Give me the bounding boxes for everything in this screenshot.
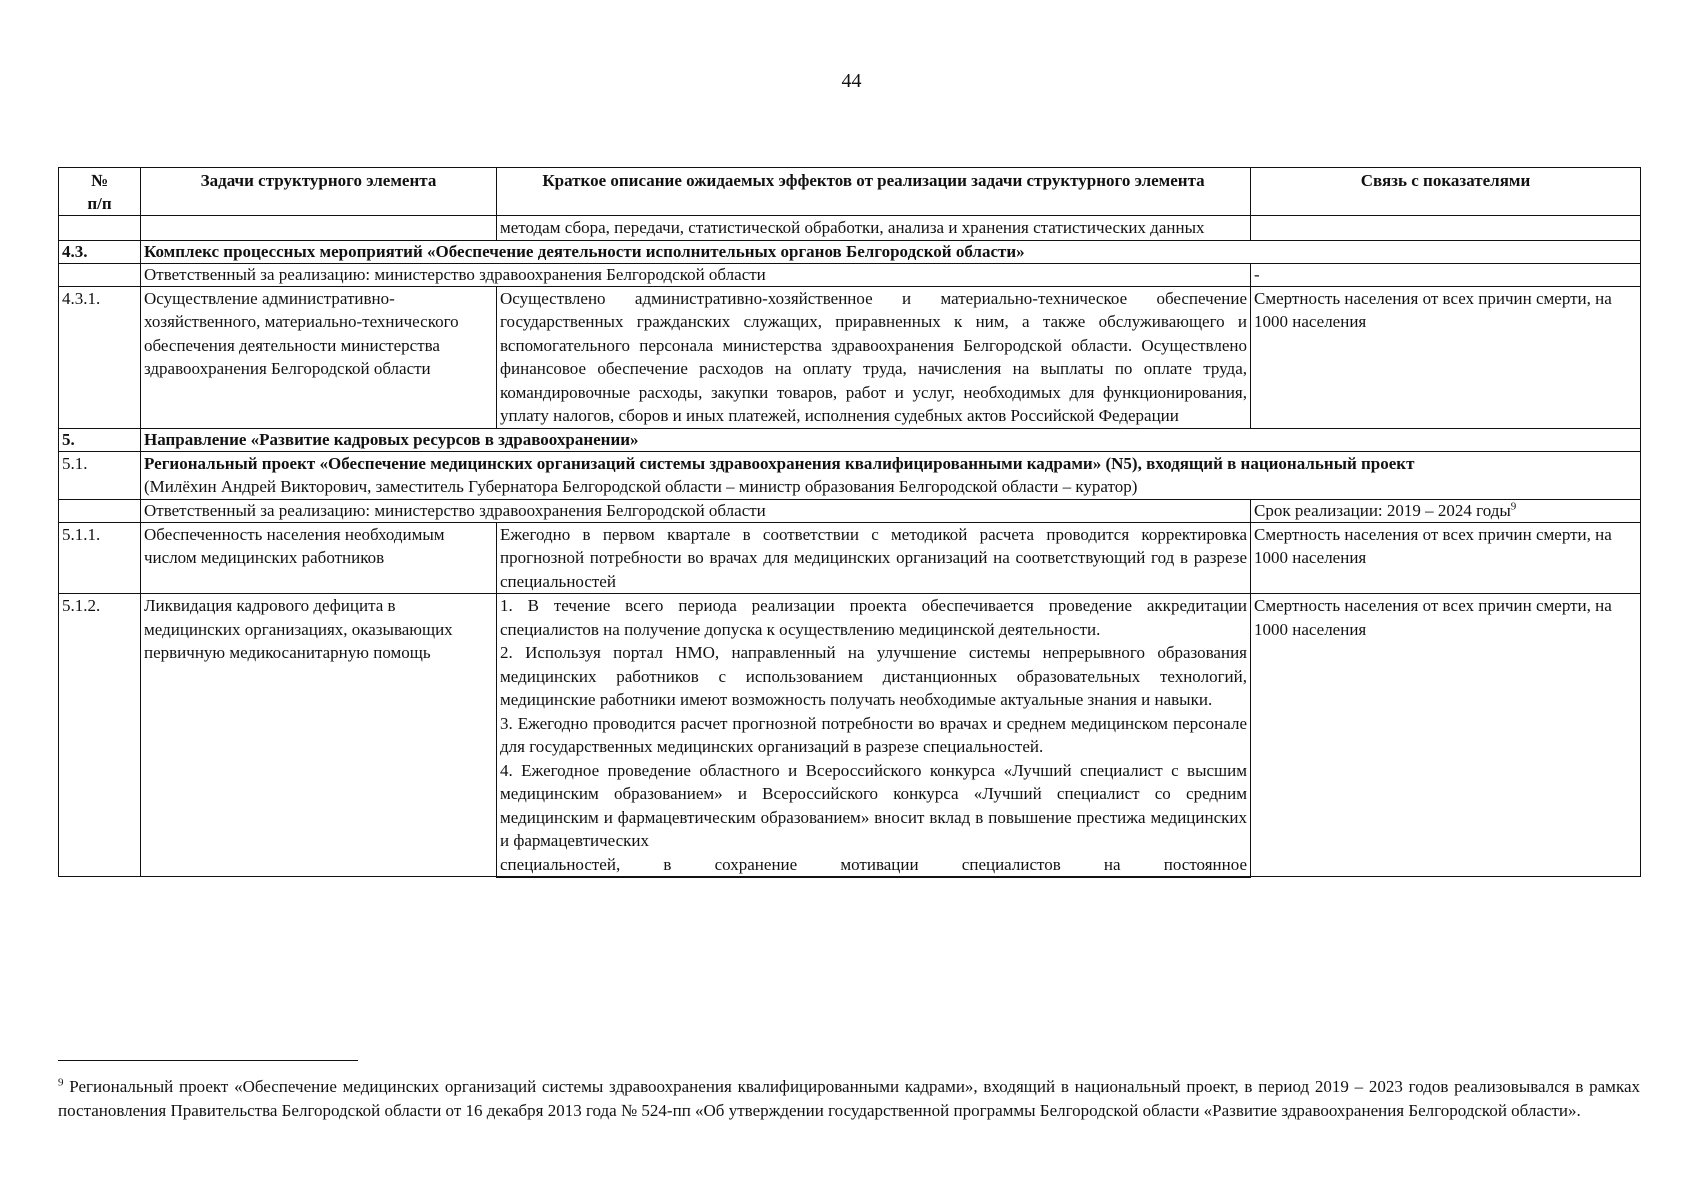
- term-text: Срок реализации: 2019 – 2024 годы: [1254, 500, 1511, 520]
- header-tasks: Задачи структурного элемента: [141, 168, 497, 216]
- section-title: Региональный проект «Обеспечение медицинских организаций системы здравоохранения квалифицированными кадрами» (N5), входящий в национальный проект: [144, 453, 1415, 473]
- footnote-ref: 9: [1510, 499, 1517, 512]
- header-indicators: Связь с показателями: [1251, 168, 1641, 216]
- cell-description: [497, 594, 1251, 877]
- page-number: 44: [841, 70, 862, 92]
- description-paragraph-cut: специальностей, в сохранение мотивации специалистов на постоянное: [500, 854, 1247, 874]
- description-paragraph: 4. Ежегодное проведение областного и Всероссийского конкурса «Лучший специалист с высшим медицинским образованием» и Всероссийского конкурса «Лучший специалист со средним медицинским и фармацевтическим образованием» вносит вклад в повышение престижа медицинских и фармацевтических: [500, 760, 1247, 850]
- header-num: № п/п: [59, 168, 141, 216]
- description-paragraph: 2. Используя портал НМО, направленный на улучшение системы непрерывного образования медицинских работников с использованием дистанционных образовательных технологий, медицинские работники имеют возможность получать необходимые актуальные знания и навыки.: [500, 643, 1247, 709]
- cell-task: Осуществление административно-хозяйственного, материально-технического обеспечения деятельности министерства здравоохранения Белгородской области: [141, 286, 497, 428]
- responsible-text: Ответственный за реализацию: министерство здравоохранения Белгородской области: [141, 499, 1251, 522]
- section-row-4-3: [59, 240, 1641, 263]
- table-row-continuation: [59, 216, 1641, 241]
- section-title: Направление «Развитие кадровых ресурсов в здравоохранении»: [141, 428, 1641, 451]
- responsible-text: Ответственный за реализацию: министерство здравоохранения Белгородской области: [141, 263, 1251, 286]
- cell-indicator: Смертность населения от всех причин смерти, на 1000 населения: [1251, 286, 1641, 428]
- cell-num: [59, 263, 141, 286]
- description-paragraph: 1. В течение всего периода реализации проекта обеспечивается проведение аккредитации специалистов на получение допуска к осуществлению медицинской деятельности.: [500, 596, 1247, 639]
- section-num: 5.1.: [59, 451, 141, 499]
- footnote-text: Региональный проект «Обеспечение медицинских организаций системы здравоохранения квалифицированными кадрами», входящий в национальный проект, в период 2019 – 2023 годов реализовывался в рамках постановления Правительства Белгородской области от 16 декабря 2013 года № 524-пп «Об утверждении государственной программы Белгородской области «Развитие здравоохранения Белгородской области».: [58, 1077, 1640, 1120]
- section-row-5-1: [59, 451, 1641, 499]
- section-row-5: [59, 428, 1641, 451]
- section-title: Комплекс процессных мероприятий «Обеспечение деятельности исполнительных органов Белгородской области»: [141, 240, 1641, 263]
- description-paragraph: 3. Ежегодно проводится расчет прогнозной потребности во врачах и среднем медицинском персонале для государственных медицинских организаций в разрезе специальностей.: [500, 713, 1247, 756]
- footnote-mark: 9: [58, 1076, 64, 1089]
- table-row-5-1-2: [59, 594, 1641, 877]
- cell-indicator: Смертность населения от всех причин смерти, на 1000 населения: [1251, 594, 1641, 877]
- cell-indicator: -: [1251, 263, 1641, 286]
- cell-task: [141, 216, 497, 241]
- cell-task: Ликвидация кадрового дефицита в медицинских организациях, оказывающих первичную медикосанитарную помощь: [141, 594, 497, 877]
- header-description: Краткое описание ожидаемых эффектов от реализации задачи структурного элемента: [497, 168, 1251, 216]
- cell-term: [1251, 499, 1641, 522]
- table-row-5-1-1: [59, 522, 1641, 594]
- cell-description: Ежегодно в первом квартале в соответствии с методикой расчета проводится корректировка прогнозной потребности во врачах для медицинских организаций на соответствующий год в разрезе специальностей: [497, 522, 1251, 594]
- cell-description: Осуществлено административно-хозяйственное и материально-техническое обеспечение государственных гражданских служащих, приравненных к ним, а также обслуживающего и вспомогательного персонала министерства здравоохранения Белгородской области. Осуществлено финансовое обеспечение расходов на оплату труда, начисления на выплаты по оплате труда, командировочные расходы, закупки товаров, работ и услуг, необходимых для функционирования, уплату налогов, сборов и иных платежей, исполнения судебных актов Российской Федерации: [497, 286, 1251, 428]
- cell-num: 5.1.1.: [59, 522, 141, 594]
- tasks-table: [58, 167, 1641, 878]
- cell-indicator: Смертность населения от всех причин смерти, на 1000 населения: [1251, 522, 1641, 594]
- section-curator: (Милёхин Андрей Викторович, заместитель Губернатора Белгородской области – министр образования Белгородской области – куратор): [144, 477, 1138, 496]
- responsible-row-4-3: [59, 263, 1641, 286]
- footnote: [58, 1075, 1640, 1123]
- cell-num: [59, 216, 141, 241]
- section-num: 4.3.: [59, 240, 141, 263]
- cell-indicator: [1251, 216, 1641, 241]
- cell-num: 4.3.1.: [59, 286, 141, 428]
- cell-description: методам сбора, передачи, статистической обработки, анализа и хранения статистических данных: [497, 216, 1251, 241]
- cell-task: Обеспеченность населения необходимым числом медицинских работников: [141, 522, 497, 594]
- section-cell: [141, 451, 1641, 499]
- table-header-row: [59, 168, 1641, 216]
- responsible-row-5-1: [59, 499, 1641, 522]
- cell-num: [59, 499, 141, 522]
- section-num: 5.: [59, 428, 141, 451]
- footnote-divider: [58, 1060, 358, 1061]
- cell-num: 5.1.2.: [59, 594, 141, 877]
- table-row-4-3-1: [59, 286, 1641, 428]
